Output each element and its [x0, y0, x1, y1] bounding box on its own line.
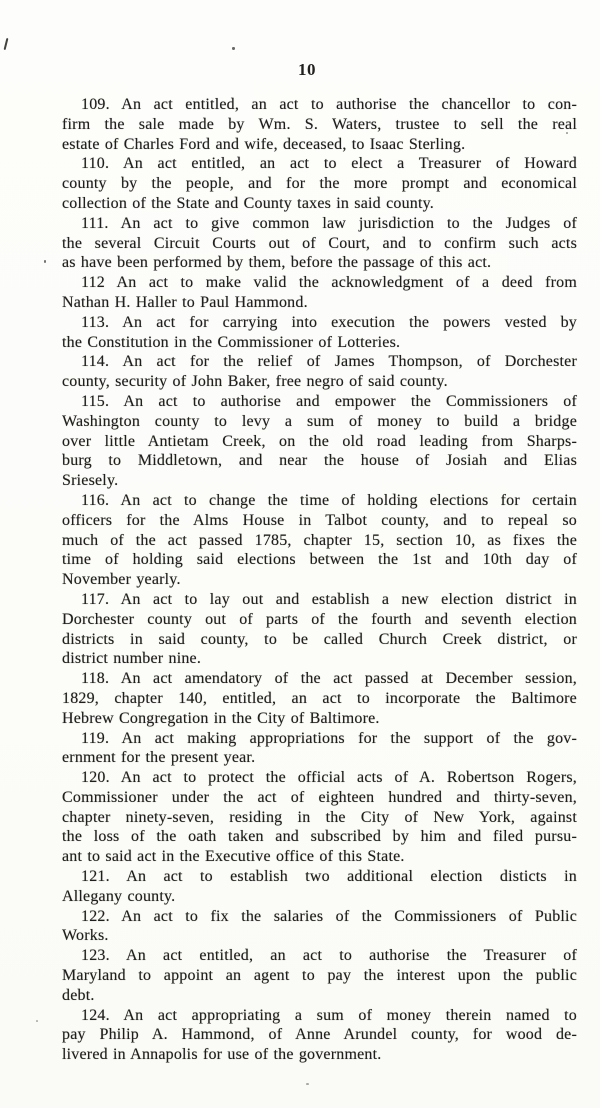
act-line: 117. An act to lay out and establish a new election district in — [81, 590, 577, 608]
act-entry-116 — [62, 491, 577, 590]
act-line: ernment for the present year. — [62, 749, 256, 767]
scan-artifact — [44, 260, 46, 263]
page-number: 10 — [298, 60, 316, 79]
act-entry-112 — [62, 273, 577, 313]
act-line: 109. An act entitled, an act to authorise the chancellor to con- — [81, 96, 577, 113]
act-line: Maryland to appoint an agent to pay the interest upon the public — [62, 967, 577, 985]
act-line: the loss of the oath taken and subscribed by him and filed pursu- — [62, 828, 577, 846]
act-entry-113 — [62, 313, 577, 353]
act-entry-110 — [62, 154, 577, 213]
scan-artifact — [306, 1083, 309, 1085]
acts-list — [62, 95, 577, 1065]
act-line: 112 An act to make valid the acknowledgment of a deed from — [81, 274, 577, 292]
act-line: time of holding said elections between the 1st and 10th day of — [62, 551, 577, 569]
act-line: 118. An act amendatory of the act passed at December session, — [81, 670, 577, 688]
act-entry-120 — [62, 768, 577, 867]
act-entry-117 — [62, 590, 577, 669]
act-line: estate of Charles Ford and wife, deceased, to Isaac Sterling. — [62, 135, 466, 153]
act-line: 115. An act to authorise and empower the Commissioners of — [81, 392, 577, 410]
act-entry-124 — [62, 1006, 577, 1065]
act-line: Nathan H. Haller to Paul Hammond. — [62, 293, 308, 311]
scan-artifact — [4, 38, 9, 50]
act-line: Allegany county. — [62, 887, 176, 905]
act-line: the several Circuit Courts out of Court, and to confirm such acts — [62, 234, 577, 252]
act-line: livered in Annapolis for use of the government. — [62, 1046, 382, 1064]
act-line: burg to Middletown, and near the house of Josiah and Elias — [62, 452, 577, 470]
act-entry-119 — [62, 729, 577, 769]
act-line: 124. An act appropriating a sum of money therein named to — [81, 1006, 577, 1024]
act-line: chapter ninety-seven, residing in the City of New York, against — [62, 808, 577, 826]
act-line: Dorchester county out of parts of the fourth and seventh election — [62, 610, 577, 628]
act-entry-109 — [62, 95, 577, 154]
act-line: 1829, chapter 140, entitled, an act to incorporate the Baltimore — [62, 689, 577, 707]
act-line: pay Philip A. Hammond, of Anne Arundel county, for wood de- — [62, 1026, 577, 1044]
act-line: ant to said act in the Executive office of this State. — [62, 848, 405, 866]
act-line: Sriesely. — [62, 472, 119, 490]
act-line: 116. An act to change the time of holding elections for certain — [81, 491, 577, 509]
act-line: over little Antietam Creek, on the old road leading from Sharps- — [62, 432, 577, 450]
act-line: November yearly. — [62, 571, 181, 589]
act-line: much of the act passed 1785, chapter 15, section 10, as fixes the — [62, 531, 577, 549]
act-line: districts in said county, to be called Church Creek district, or — [62, 630, 577, 648]
act-line: 111. An act to give common law jurisdiction to the Judges of — [81, 214, 577, 232]
act-line: collection of the State and County taxes in said county. — [62, 194, 434, 212]
scan-artifact — [232, 47, 235, 50]
act-line: 122. An act to fix the salaries of the Commissioners of Public — [81, 907, 577, 925]
act-line: 120. An act to protect the official acts of A. Robertson Rogers, — [81, 769, 577, 787]
act-line: 114. An act for the relief of James Thompson, of Dorchester — [81, 353, 577, 371]
act-line: Commissioner under the act of eighteen hundred and thirty-seven, — [62, 788, 577, 806]
act-line: firm the sale made by Wm. S. Waters, trustee to sell the real — [62, 115, 577, 133]
act-line: the Constitution in the Commissioner of Lotteries. — [62, 333, 401, 351]
act-line: as have been performed by them, before the passage of this act. — [62, 254, 492, 272]
act-entry-123 — [62, 946, 577, 1005]
act-line: 119. An act making appropriations for the support of the gov- — [81, 729, 577, 747]
act-entry-115 — [62, 392, 577, 491]
act-line: 113. An act for carrying into execution the powers vested by — [81, 313, 577, 331]
scan-artifact — [36, 1020, 38, 1022]
act-line: 110. An act entitled, an act to elect a Treasurer of Howard — [81, 155, 577, 173]
act-entry-118 — [62, 669, 577, 728]
act-line: Works. — [62, 927, 109, 945]
act-line: district number nine. — [62, 650, 202, 668]
act-line: Hebrew Congregation in the City of Baltimore. — [62, 709, 380, 727]
act-entry-114 — [62, 352, 577, 392]
act-line: 121. An act to establish two additional election disticts in — [81, 868, 577, 886]
act-line: county, security of John Baker, free negro of said county. — [62, 373, 448, 391]
act-line: Washington county to levy a sum of money to build a bridge — [62, 412, 577, 430]
act-entry-121 — [62, 867, 577, 907]
act-entry-111 — [62, 214, 577, 273]
act-line: 123. An act entitled, an act to authorise the Treasurer of — [81, 947, 577, 965]
act-line: officers for the Alms House in Talbot county, and to repeal so — [62, 511, 577, 529]
act-line: county by the people, and for the more prompt and economical — [62, 175, 577, 193]
act-entry-122 — [62, 907, 577, 947]
act-line: debt. — [62, 986, 95, 1004]
